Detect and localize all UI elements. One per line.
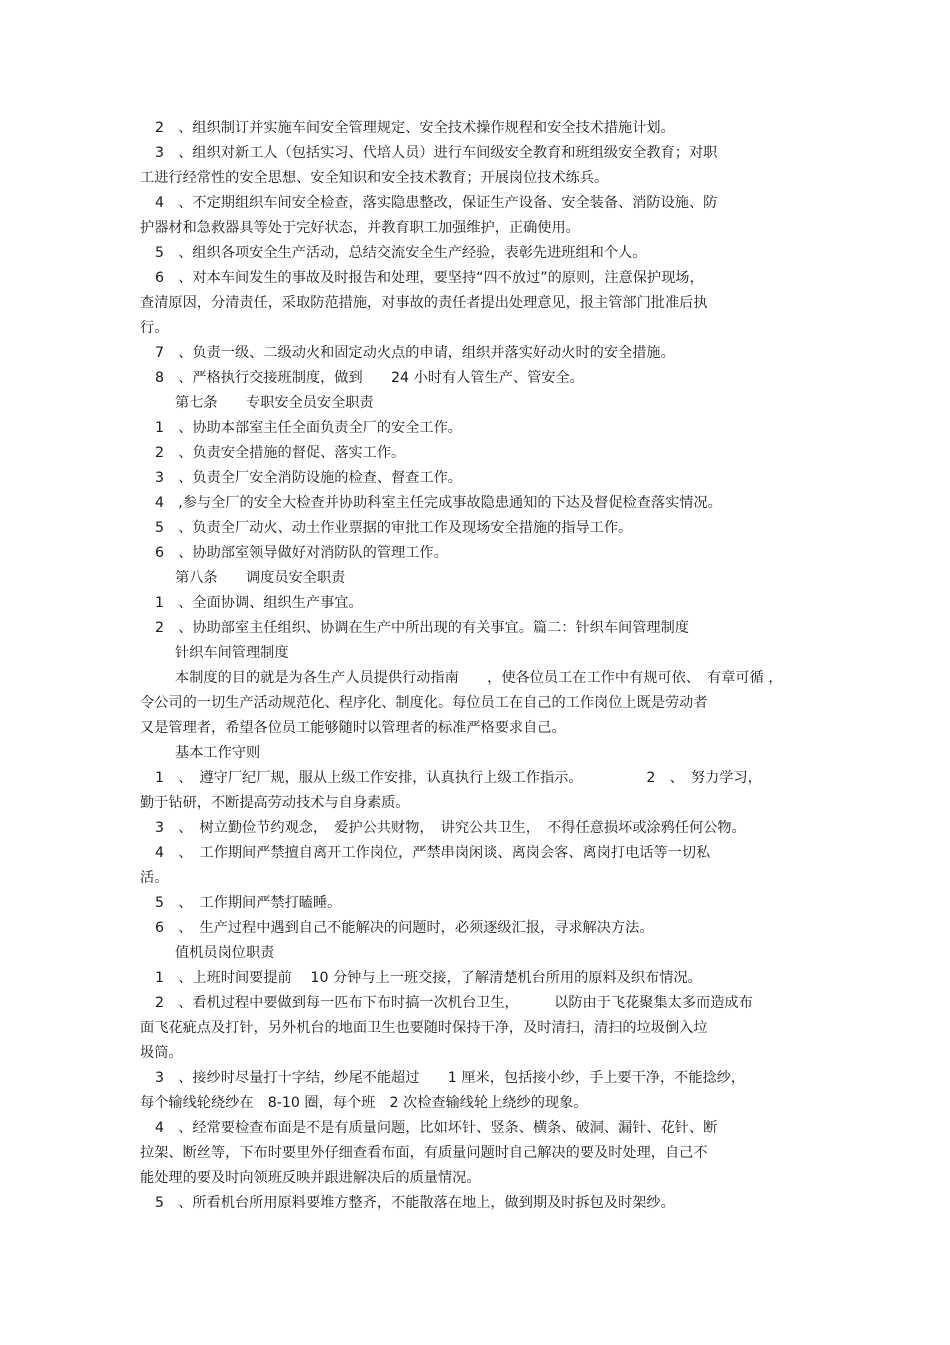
text-line: 4 、不定期组织车间安全检查，落实隐患整改，保证生产设备、安全装备、消防设施、防 xyxy=(155,195,718,211)
text-line: 1 、协助本部室主任全面负责全厂的安全工作。 xyxy=(155,420,462,436)
text-line: 4 ,参与全厂的安全大检查并协助科室主任完成事故隐患通知的下达及督促检查落实情况。 xyxy=(155,495,722,511)
text-line: 5 、 工作期间严禁打瞌睡。 xyxy=(155,895,342,911)
text-line: 6 、 生产过程中遇到自己不能解决的问题时，必须逐级汇报，寻求解决方法。 xyxy=(155,920,654,936)
text-line: 5 、组织各项安全生产活动，总结交流安全生产经验，表彰先进班组和个人。 xyxy=(155,245,647,261)
text-line: 6 、对本车间发生的事故及时报告和处理，要坚持“四不放过”的原则，注意保护现场， xyxy=(155,270,704,286)
text-line: 3 、接纱时尽量打十字结，纱尾不能超过 1 厘米，包括接小纱，手上要干净，不能捻纱， xyxy=(155,1070,746,1086)
section-heading: 第七条 专职安全员安全职责 xyxy=(175,395,374,411)
text-line: 3 、 树立勤俭节约观念， 爱护公共财物， 讲究公共卫生， 不得任意损坏或涂鸦任何公物。 xyxy=(155,820,746,836)
text-line: 6 、协助部室领导做好对消防队的管理工作。 xyxy=(155,545,448,561)
text-line: 行。 xyxy=(140,320,169,336)
text-line: 拉架、断丝等，下布时要里外仔细查看布面，有质量问题时自己解决的要及时处理，自己不 xyxy=(140,1145,708,1161)
text-line: 圾筒。 xyxy=(140,1045,183,1061)
text-line: 活。 xyxy=(140,870,169,886)
section-heading: 针织车间管理制度 xyxy=(175,645,289,661)
text-line: 面飞花疵点及打针，另外机台的地面卫生也要随时保持干净，及时清扫，清扫的垃圾倒入垃 xyxy=(140,1020,708,1036)
text-line: 护器材和急救器具等处于完好状态，并教育职工加强维护，正确使用。 xyxy=(140,220,580,236)
text-line: 每个输线轮绕纱在 8-10 圈，每个班 2 次检查输线轮上绕纱的现象。 xyxy=(140,1095,588,1111)
text-line: 令公司的一切生产活动规范化、程序化、制度化。每位员工在自己的工作岗位上既是劳动者 xyxy=(140,695,708,711)
section-heading: 基本工作守则 xyxy=(175,745,261,761)
text-line: 能处理的要及时向领班反映并跟进解决后的质量情况。 xyxy=(140,1170,481,1186)
text-line: 3 、组织对新工人（包括实习、代培人员）进行车间级安全教育和班组级安全教育；对职 xyxy=(155,145,718,161)
section-heading: 值机员岗位职责 xyxy=(175,945,275,961)
section-heading: 第八条 调度员安全职责 xyxy=(175,570,346,586)
text-line: 5 、所看机台所用原料要堆方整齐，不能散落在地上，做到期及时拆包及时架纱。 xyxy=(155,1195,675,1211)
text-line: 2 、协助部室主任组织、协调在生产中所出现的有关事宜。篇二：针织车间管理制度 xyxy=(155,620,689,636)
text-line: 4 、 工作期间严禁擅自离开工作岗位，严禁串岗闲谈、离岗会客、离岗打电话等一切私 xyxy=(155,845,711,861)
text-line: 1 、 遵守厂纪厂规，服从上级工作安排，认真执行上级工作指示。 2 、 努力学习， xyxy=(155,770,762,786)
text-line: 8 、严格执行交接班制度，做到 24 小时有人管生产、管安全。 xyxy=(155,370,584,386)
text-line: 2 、组织制订并实施车间安全管理规定、安全技术操作规程和安全技术措施计划。 xyxy=(155,120,675,136)
text-line: 又是管理者，希望各位员工能够随时以管理者的标准严格要求自己。 xyxy=(140,720,566,736)
text-line: 工进行经常性的安全思想、安全知识和安全技术教育；开展岗位技术练兵。 xyxy=(140,170,609,186)
text-line: 7 、负责一级、二级动火和固定动火点的申请，组织并落实好动火时的安全措施。 xyxy=(155,345,675,361)
text-line: 4 、经常要检查布面是不是有质量问题，比如坏针、竖条、横条、破洞、漏针、花针、断 xyxy=(155,1120,718,1136)
text-line: 5 、负责全厂动火、动土作业票据的审批工作及现场安全措施的指导工作。 xyxy=(155,520,633,536)
text-line: 勤于钻研，不断提高劳动技术与自身素质。 xyxy=(140,795,410,811)
text-line: 2 、负责安全措施的督促、落实工作。 xyxy=(155,445,406,461)
text-line: 1 、全面协调、组织生产事宜。 xyxy=(155,595,363,611)
text-line: 本制度的目的就是为各生产人员提供行动指南 ，使各位员工在工作中有规可依、 有章可循 ， xyxy=(175,670,783,686)
text-line: 3 、负责全厂安全消防设施的检查、督查工作。 xyxy=(155,470,462,486)
text-line: 1 、上班时间要提前 10 分钟与上一班交接，了解清楚机台所用的原料及织布情况。 xyxy=(155,970,702,986)
text-line: 2 、看机过程中要做到每一匹布下布时搞一次机台卫生， 以防由于飞花聚集太多而造成布 xyxy=(155,995,753,1011)
text-line: 查清原因，分清责任，采取防范措施，对事故的责任者提出处理意见，报主管部门批准后执 xyxy=(140,295,708,311)
